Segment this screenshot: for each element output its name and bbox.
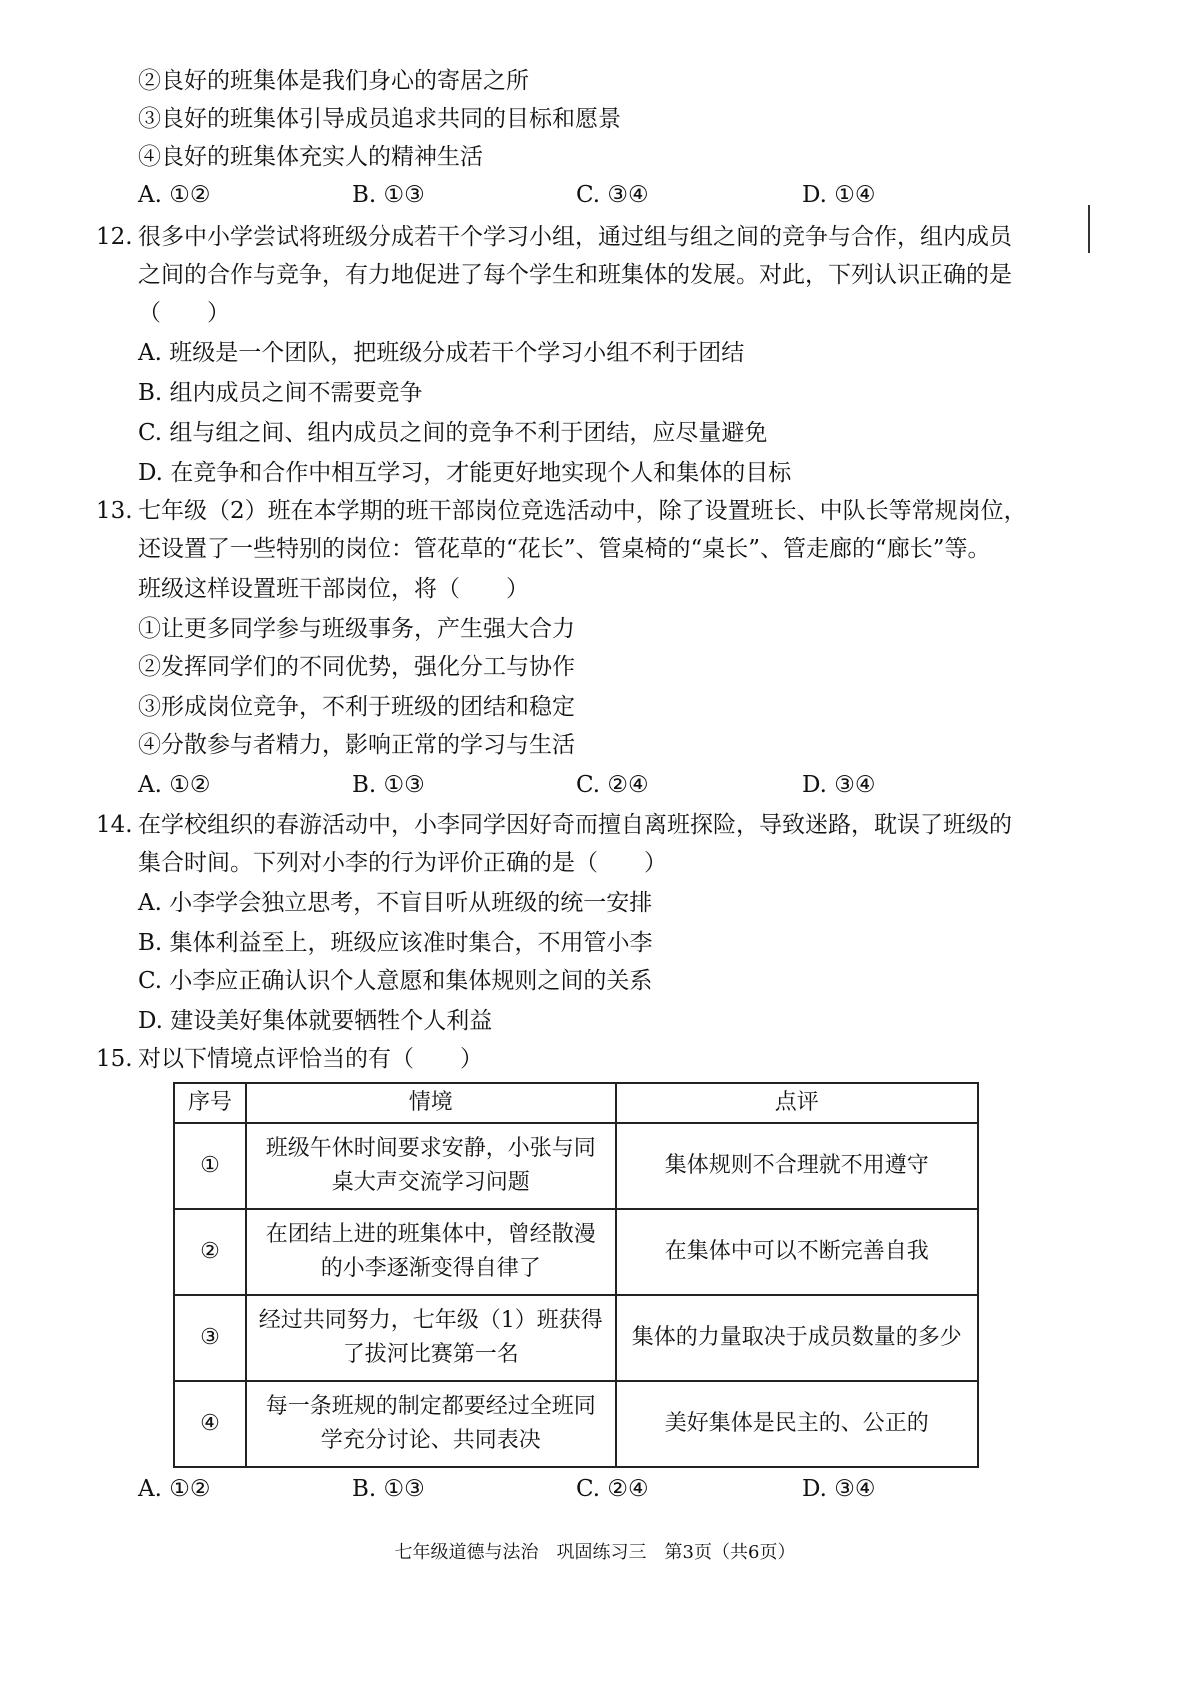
q14-stem-line-2: 集合时间。下列对小李的行为评价正确的是（ ） xyxy=(138,850,667,876)
q11-statement-4: ④良好的班集体充实人的精神生活 xyxy=(138,144,483,170)
q15-option-d[interactable]: D. ③④ xyxy=(802,1476,876,1502)
q15-number: 15. xyxy=(96,1046,133,1072)
q15-situation-table xyxy=(173,1082,979,1468)
row-situation: 班级午休时间要求安静，小张与同桌大声交流学习问题 xyxy=(246,1123,616,1209)
table-header-situation: 情境 xyxy=(246,1083,616,1123)
table-header-row xyxy=(174,1083,978,1123)
q15-stem: 15. 对以下情境点评恰当的有（ ） xyxy=(96,1046,483,1072)
q13-option-c[interactable]: C. ②④ xyxy=(576,772,649,798)
row-situation: 在团结上进的班集体中，曾经散漫的小李逐渐变得自律了 xyxy=(246,1209,616,1295)
row-number: ② xyxy=(174,1209,246,1295)
q12-option-c[interactable]: C. 组与组之间、组内成员之间的竞争不利于团结，应尽量避免 xyxy=(138,420,768,446)
q13-option-a[interactable]: A. ①② xyxy=(138,772,211,798)
q13-statement-2: ②发挥同学们的不同优势，强化分工与协作 xyxy=(138,654,575,680)
q11-option-b[interactable]: B. ①③ xyxy=(352,182,425,208)
q12-option-b[interactable]: B. 组内成员之间不需要竞争 xyxy=(138,380,423,406)
q11-option-d[interactable]: D. ①④ xyxy=(802,182,876,208)
table-row xyxy=(174,1123,978,1209)
q11-statement-2: ②良好的班集体是我们身心的寄居之所 xyxy=(138,68,529,94)
q12-number: 12. xyxy=(96,224,133,250)
q13-stem-line-2: 还设置了一些特别的岗位：管花草的“花长”、管桌椅的“桌长”、管走廊的“廊长”等。 xyxy=(138,536,991,562)
page-footer: 七年级道德与法治 巩固练习三 第3页（共6页） xyxy=(394,1542,796,1563)
q13-statement-4: ④分散参与者精力，影响正常的学习与生活 xyxy=(138,732,575,758)
q14-option-b[interactable]: B. 集体利益至上，班级应该准时集合，不用管小李 xyxy=(138,930,653,956)
q13-number: 13. xyxy=(96,498,133,524)
q15-option-b[interactable]: B. ①③ xyxy=(352,1476,425,1502)
row-comment: 集体的力量取决于成员数量的多少 xyxy=(616,1295,978,1381)
q13-statement-3: ③形成岗位竞争，不利于班级的团结和稳定 xyxy=(138,694,575,720)
q11-option-a[interactable]: A. ①② xyxy=(138,182,211,208)
q14-number: 14. xyxy=(96,812,133,838)
row-situation: 经过共同努力，七年级（1）班获得了拔河比赛第一名 xyxy=(246,1295,616,1381)
row-number: ① xyxy=(174,1123,246,1209)
q13-statement-1: ①让更多同学参与班级事务，产生强大合力 xyxy=(138,616,575,642)
q12-stem-line-2: 之间的合作与竞争，有力地促进了每个学生和班集体的发展。对此，下列认识正确的是 xyxy=(138,262,1012,288)
q15-option-a[interactable]: A. ①② xyxy=(138,1476,211,1502)
table-header-no: 序号 xyxy=(174,1083,246,1123)
q13-stem-line-3: 班级这样设置班干部岗位，将（ ） xyxy=(138,576,529,602)
row-number: ③ xyxy=(174,1295,246,1381)
q14-option-d[interactable]: D. 建设美好集体就要牺牲个人利益 xyxy=(138,1008,493,1034)
q12-stem-line-1: 12. 很多中小学尝试将班级分成若干个学习小组，通过组与组之间的竞争与合作，组内成员 xyxy=(96,224,1012,250)
table-row xyxy=(174,1209,978,1295)
q13-stem-line-1: 13. 七年级（2）班在本学期的班干部岗位竞选活动中，除了设置班长、中队长等常规岗位， xyxy=(96,498,1027,524)
table-row xyxy=(174,1381,978,1467)
table-row xyxy=(174,1295,978,1381)
q14-option-a[interactable]: A. 小李学会独立思考，不盲目听从班级的统一安排 xyxy=(138,890,653,916)
row-comment: 集体规则不合理就不用遵守 xyxy=(616,1123,978,1209)
q12-answer-blank: （ ） xyxy=(138,300,230,326)
q11-option-c[interactable]: C. ③④ xyxy=(576,182,649,208)
row-comment: 美好集体是民主的、公正的 xyxy=(616,1381,978,1467)
q15-option-c[interactable]: C. ②④ xyxy=(576,1476,649,1502)
q14-stem-line-1: 14. 在学校组织的春游活动中，小李同学因好奇而擅自离班探险，导致迷路，耽误了班级的 xyxy=(96,812,1012,838)
q13-option-b[interactable]: B. ①③ xyxy=(352,772,425,798)
q14-option-c[interactable]: C. 小李应正确认识个人意愿和集体规则之间的关系 xyxy=(138,968,653,994)
q11-statement-3: ③良好的班集体引导成员追求共同的目标和愿景 xyxy=(138,106,621,132)
q13-option-d[interactable]: D. ③④ xyxy=(802,772,876,798)
q12-option-d[interactable]: D. 在竞争和合作中相互学习，才能更好地实现个人和集体的目标 xyxy=(138,460,792,486)
q12-option-a[interactable]: A. 班级是一个团队，把班级分成若干个学习小组不利于团结 xyxy=(138,340,745,366)
row-comment: 在集体中可以不断完善自我 xyxy=(616,1209,978,1295)
row-situation: 每一条班规的制定都要经过全班同学充分讨论、共同表决 xyxy=(246,1381,616,1467)
row-number: ④ xyxy=(174,1381,246,1467)
table-header-comment: 点评 xyxy=(616,1083,978,1123)
margin-mark xyxy=(1088,205,1090,253)
